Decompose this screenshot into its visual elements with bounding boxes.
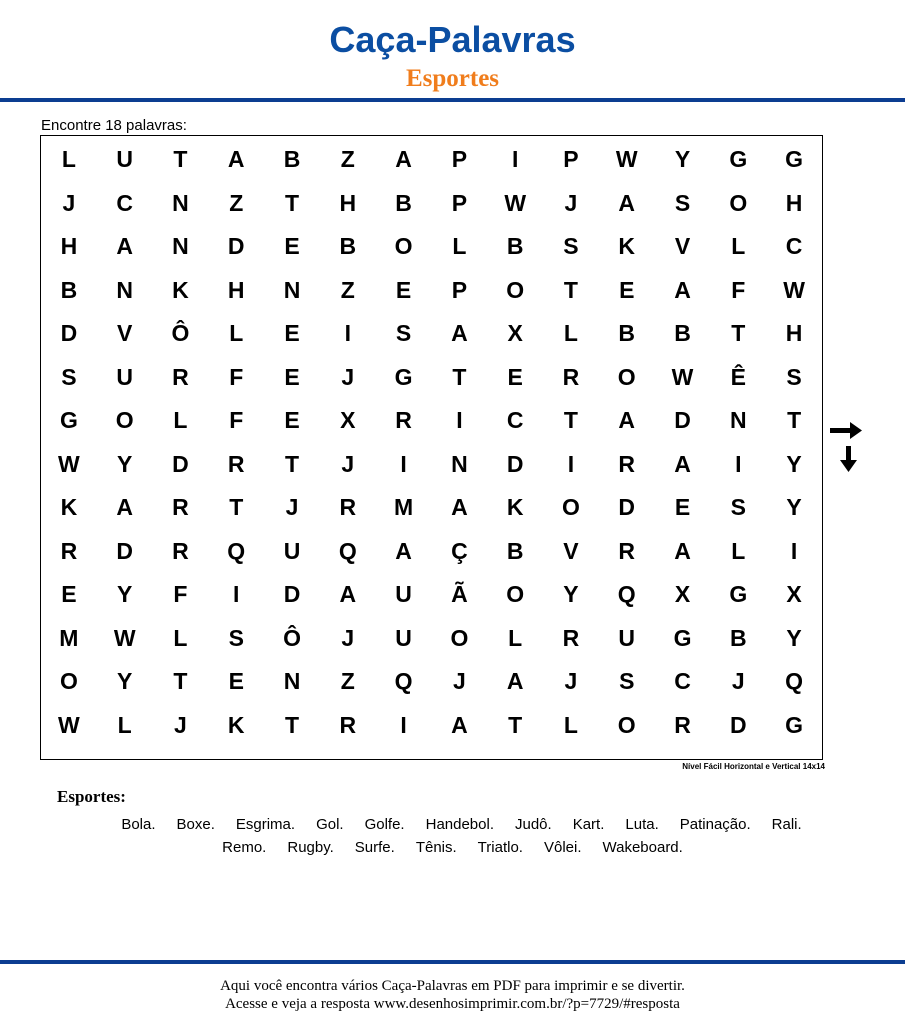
grid-letter: Y <box>786 450 802 477</box>
grid-letter: G <box>785 146 804 173</box>
grid-letter: X <box>340 407 356 434</box>
grid-letter: C <box>506 407 524 434</box>
grid-letter: Q <box>227 537 246 564</box>
grid-letter: E <box>284 320 300 347</box>
grid-letter: D <box>506 450 524 477</box>
grid-letter: L <box>563 320 578 347</box>
grid-letter: S <box>228 624 244 651</box>
grid-letter: Z <box>340 276 355 303</box>
word-list-heading: Esportes: <box>57 787 126 806</box>
grid-letter: A <box>116 494 133 521</box>
grid-letter: G <box>394 363 413 390</box>
grid-letter: Q <box>394 668 413 695</box>
grid-letter: N <box>116 276 133 303</box>
grid-cells <box>41 136 822 759</box>
grid-letter: Ç <box>451 537 468 564</box>
page-title: Caça-Palavras <box>329 19 576 60</box>
word-search-grid <box>40 135 823 760</box>
grid-letter: R <box>339 711 357 738</box>
grid-letter: O <box>506 581 525 608</box>
grid-letter: A <box>227 146 245 173</box>
grid-letter: L <box>61 146 76 173</box>
grid-letter: J <box>564 668 578 695</box>
grid-letter: D <box>60 320 78 347</box>
grid-letter: C <box>785 233 803 260</box>
grid-letter: S <box>786 363 802 390</box>
footer-text: Aqui você encontra vários Caça-Palavras em PDF para imprimir e se divertir. <box>220 978 685 994</box>
grid-letter: I <box>233 581 240 608</box>
grid-letter: F <box>229 363 244 390</box>
word-list-item: Rali. <box>771 816 802 833</box>
grid-letter: Y <box>563 581 579 608</box>
grid-letter: X <box>786 581 802 608</box>
grid-letter: G <box>729 146 748 173</box>
word-list-item: Bola. <box>121 816 156 833</box>
grid-letter: W <box>671 363 694 390</box>
grid-letter: G <box>59 407 78 434</box>
grid-letter: O <box>394 233 413 260</box>
grid-letter: L <box>452 233 467 260</box>
page-subtitle: Esportes <box>405 65 500 92</box>
grid-letter: U <box>116 146 133 173</box>
grid-letter: B <box>339 233 357 260</box>
grid-letter: Y <box>786 624 802 651</box>
grid-letter: W <box>58 450 80 477</box>
grid-letter: P <box>451 276 468 303</box>
grid-letter: E <box>228 668 244 695</box>
footer-divider <box>0 960 905 964</box>
grid-letter: D <box>172 450 189 477</box>
grid-letter: T <box>229 494 244 521</box>
grid-letter: C <box>116 189 133 216</box>
grid-letter: O <box>562 494 580 521</box>
grid-letter: J <box>341 363 355 390</box>
grid-letter: B <box>395 189 412 216</box>
grid-letter: L <box>508 624 523 651</box>
grid-letter: W <box>504 189 527 216</box>
word-list-item: Luta. <box>625 816 659 833</box>
grid-letter: I <box>456 407 463 434</box>
grid-letter: A <box>618 407 636 434</box>
grid-letter: N <box>172 189 189 216</box>
arrow-down-icon <box>840 446 857 472</box>
grid-letter: D <box>116 537 133 564</box>
grid-letter: G <box>729 581 748 608</box>
grid-letter: O <box>115 407 134 434</box>
grid-letter: E <box>284 407 300 434</box>
grid-letter: T <box>563 407 578 434</box>
arrow-right-icon <box>830 422 862 439</box>
grid-letter: W <box>783 276 805 303</box>
grid-letter: R <box>227 450 245 477</box>
grid-letter: J <box>731 668 745 695</box>
grid-letter: E <box>507 363 523 390</box>
grid-letter: B <box>618 320 636 347</box>
grid-letter: W <box>113 624 136 651</box>
grid-letter: S <box>619 668 635 695</box>
grid-letter: S <box>730 494 746 521</box>
grid-letter: F <box>173 581 188 608</box>
grid-letter: T <box>787 407 802 434</box>
grid-letter: K <box>60 494 78 521</box>
grid-letter: R <box>172 494 189 521</box>
grid-letter: J <box>174 711 187 738</box>
grid-letter: E <box>284 363 300 390</box>
grid-letter: A <box>395 537 412 564</box>
grid-letter: G <box>673 624 692 651</box>
header-divider <box>0 98 905 102</box>
grid-letter: H <box>60 233 78 260</box>
grid-letter: E <box>619 276 635 303</box>
grid-letter: Z <box>340 146 355 173</box>
grid-letter: D <box>674 407 691 434</box>
grid-letter: X <box>507 320 523 347</box>
grid-letter: P <box>563 146 579 173</box>
grid-letter: A <box>451 320 468 347</box>
grid-letter: Ô <box>171 320 190 347</box>
grid-letter: U <box>618 624 636 651</box>
grid-letter: B <box>674 320 691 347</box>
grid-letter: K <box>618 233 636 260</box>
grid-letter: N <box>730 407 747 434</box>
grid-letter: W <box>58 711 80 738</box>
grid-letter: E <box>395 276 412 303</box>
grid-letter: H <box>785 320 803 347</box>
word-list-item: Triatlo. <box>477 839 523 856</box>
grid-letter: J <box>285 494 299 521</box>
grid-letter: H <box>227 276 245 303</box>
grid-letter: A <box>451 711 468 738</box>
grid-letter: O <box>617 363 636 390</box>
grid-letter: W <box>615 146 638 173</box>
grid-letter: R <box>395 407 412 434</box>
grid-letter: I <box>400 711 407 738</box>
word-list-item: Rugby. <box>287 839 334 856</box>
grid-letter: O <box>506 276 525 303</box>
grid-letter: A <box>674 276 691 303</box>
grid-letter: I <box>511 146 519 173</box>
grid-letter: L <box>173 407 188 434</box>
grid-letter: Ã <box>451 581 468 608</box>
word-list-item: Patinação. <box>679 816 751 833</box>
grid-letter: J <box>62 189 76 216</box>
grid-letter: Y <box>786 494 802 521</box>
grid-letter: A <box>116 233 133 260</box>
grid-letter: I <box>400 450 407 477</box>
grid-letter: L <box>229 320 244 347</box>
word-list-item: Golfe. <box>364 816 405 833</box>
grid-letter: B <box>506 233 524 260</box>
grid-letter: K <box>506 494 524 521</box>
grid-letter: A <box>339 581 357 608</box>
grid-letter: T <box>452 363 467 390</box>
grid-letter: A <box>506 668 524 695</box>
grid-letter: H <box>339 189 357 216</box>
grid-letter: Q <box>338 537 357 564</box>
grid-letter: D <box>618 494 636 521</box>
grid-letter: U <box>395 624 412 651</box>
grid-letter: B <box>60 276 78 303</box>
word-list-item: Handebol. <box>425 816 494 833</box>
word-list-item: Gol. <box>316 816 344 833</box>
grid-letter: N <box>172 233 189 260</box>
grid-letter: C <box>674 668 691 695</box>
grid-letter: A <box>395 146 412 173</box>
grid-letter: O <box>617 711 636 738</box>
grid-letter: V <box>563 537 579 564</box>
grid-letter: R <box>618 450 636 477</box>
grid-letter: R <box>172 537 189 564</box>
grid-letter: A <box>674 537 691 564</box>
grid-letter: L <box>117 711 132 738</box>
grid-letter: A <box>618 189 636 216</box>
grid-letter: B <box>283 146 301 173</box>
word-list-item: Esgrima. <box>235 816 296 833</box>
word-list-item: Vôlei. <box>543 839 582 856</box>
word-list-item: Judô. <box>515 816 552 833</box>
grid-letter: I <box>344 320 351 347</box>
word-list-item: Remo. <box>222 839 267 856</box>
word-list-item: Boxe. <box>176 816 215 833</box>
grid-letter: K <box>227 711 245 738</box>
grid-letter: P <box>451 146 468 173</box>
grid-letter: L <box>563 711 578 738</box>
grid-letter: J <box>341 450 355 477</box>
grid-letter: J <box>452 668 466 695</box>
grid-letter: G <box>785 711 804 738</box>
grid-letter: R <box>562 363 580 390</box>
grid-letter: T <box>173 668 188 695</box>
grid-letter: P <box>451 189 468 216</box>
grid-letter: T <box>285 711 300 738</box>
grid-letter: R <box>339 494 357 521</box>
footer-link-text: Acesse e veja a resposta www.desenhosimprimir.com.br/?p=7729/#resposta <box>225 996 680 1012</box>
grid-letter: S <box>563 233 579 260</box>
grid-letter: M <box>394 494 414 521</box>
grid-letter: S <box>61 363 77 390</box>
grid-letter: A <box>451 494 468 521</box>
word-list-item: Tênis. <box>415 839 457 856</box>
grid-letter: I <box>735 450 742 477</box>
grid-letter: I <box>567 450 575 477</box>
grid-letter: B <box>506 537 524 564</box>
grid-letter: Ê <box>730 363 746 390</box>
grid-letter: B <box>730 624 747 651</box>
grid-letter: J <box>564 189 578 216</box>
grid-letter: Q <box>617 581 636 608</box>
grid-letter: V <box>117 320 133 347</box>
grid-letter: V <box>674 233 691 260</box>
grid-letter: R <box>674 711 691 738</box>
word-list-item: Kart. <box>572 816 605 833</box>
grid-letter: I <box>790 537 798 564</box>
grid-letter: O <box>59 668 78 695</box>
direction-arrows <box>829 420 865 476</box>
grid-letter: T <box>508 711 523 738</box>
word-list-item: Wakeboard. <box>602 839 683 856</box>
grid-letter: T <box>173 146 188 173</box>
grid-letter: S <box>395 320 412 347</box>
grid-letter: E <box>61 581 77 608</box>
grid-letter: X <box>674 581 691 608</box>
grid-letter: R <box>618 537 636 564</box>
grid-letter: Y <box>117 668 133 695</box>
grid-letter: O <box>729 189 748 216</box>
grid-letter: U <box>395 581 412 608</box>
grid-letter: U <box>283 537 301 564</box>
grid-letter: Y <box>674 146 691 173</box>
grid-letter: F <box>731 276 746 303</box>
puzzle-instruction: Encontre 18 palavras: <box>41 117 187 134</box>
grid-letter: O <box>450 624 469 651</box>
grid-letter: N <box>283 668 301 695</box>
grid-letter: D <box>730 711 747 738</box>
grid-letter: A <box>674 450 691 477</box>
grid-letter: J <box>341 624 355 651</box>
grid-letter: Z <box>229 189 244 216</box>
word-list-line-1 <box>0 816 905 834</box>
grid-letter: R <box>172 363 189 390</box>
grid-letter: R <box>60 537 78 564</box>
grid-letter: S <box>674 189 691 216</box>
grid-letter: M <box>59 624 79 651</box>
grid-letter: U <box>116 363 133 390</box>
grid-letter: H <box>785 189 803 216</box>
grid-letter: T <box>285 189 300 216</box>
grid-letter: T <box>285 450 300 477</box>
grid-letter: L <box>731 233 746 260</box>
grid-letter: R <box>562 624 580 651</box>
grid-letter: F <box>229 407 244 434</box>
grid-letter: D <box>227 233 245 260</box>
grid-letter: E <box>674 494 691 521</box>
grid-letter: L <box>173 624 188 651</box>
grid-letter: Y <box>117 450 133 477</box>
grid-letter: T <box>731 320 746 347</box>
grid-letter: Y <box>117 581 133 608</box>
grid-letter: L <box>731 537 746 564</box>
grid-letter: Ô <box>283 624 301 651</box>
word-list-line-2 <box>0 839 905 857</box>
grid-letter: K <box>172 276 189 303</box>
level-note: Nível Fácil Horizontal e Vertical 14x14 <box>682 762 825 771</box>
grid-letter: N <box>451 450 468 477</box>
grid-letter: Q <box>785 668 804 695</box>
grid-letter: D <box>283 581 301 608</box>
word-list-item: Surfe. <box>354 839 395 856</box>
grid-letter: E <box>284 233 300 260</box>
grid-letter: T <box>563 276 578 303</box>
grid-letter: N <box>283 276 301 303</box>
grid-letter: Z <box>340 668 355 695</box>
